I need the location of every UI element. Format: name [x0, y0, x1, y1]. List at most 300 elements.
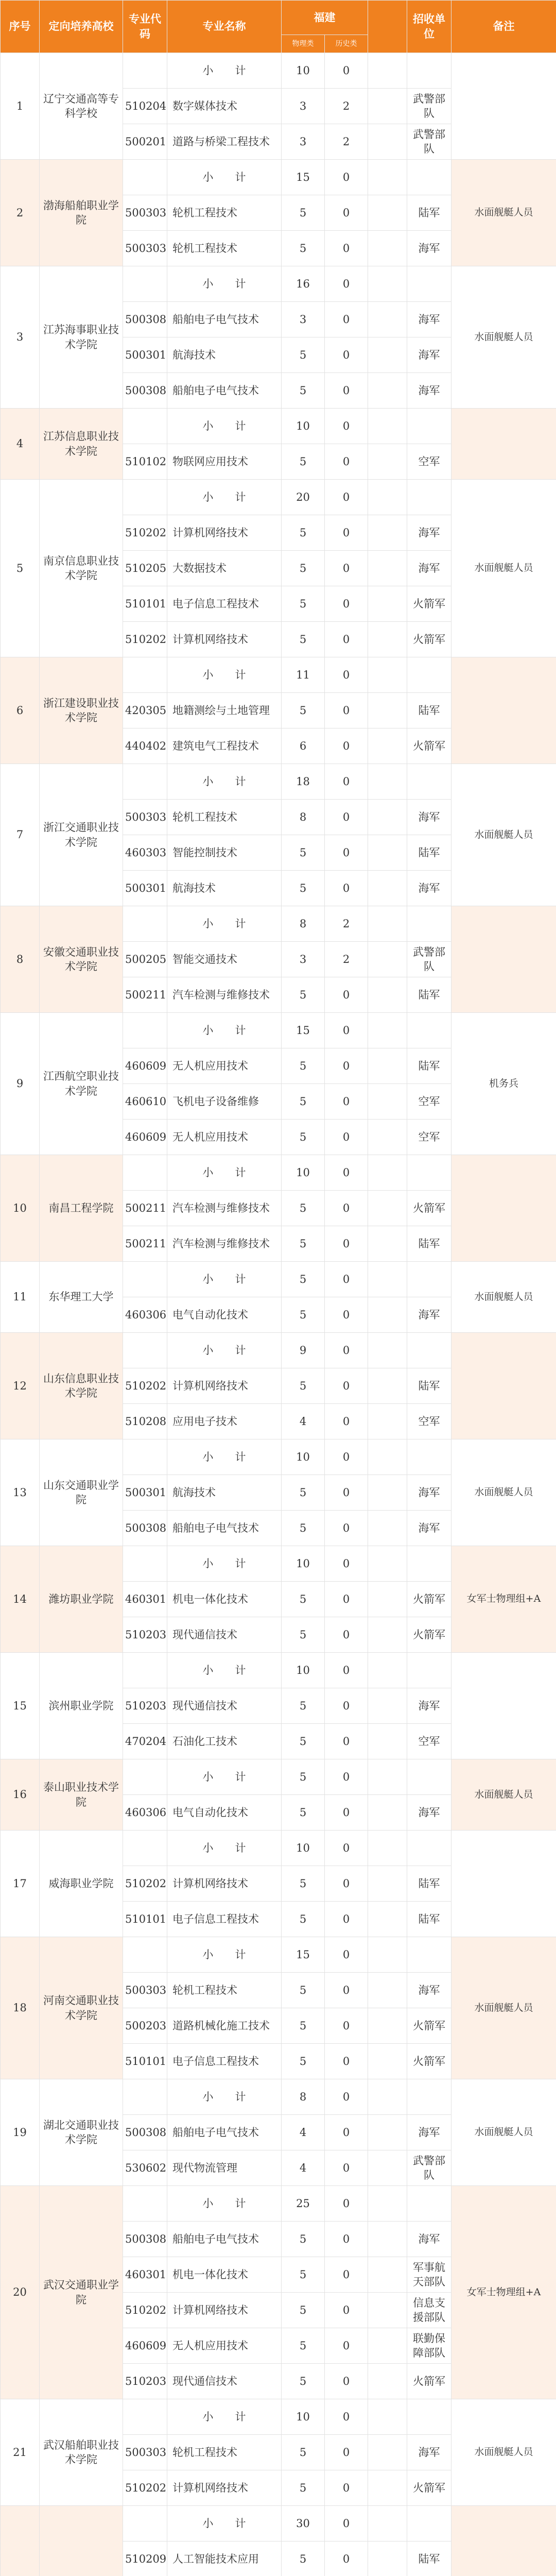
school-group-row	[1, 906, 556, 942]
subtotal-label-cell: 小 计	[167, 1262, 282, 1297]
school-group-row	[1, 764, 556, 800]
spacer-cell	[368, 2115, 407, 2150]
school-group-row	[1, 1155, 556, 1191]
unit-cell: 空军	[407, 1404, 451, 1439]
spacer-cell	[368, 1582, 407, 1617]
major-name-cell: 汽车检测与维修技术	[167, 1191, 282, 1226]
unit-cell: 海军	[407, 302, 451, 337]
subtotal-label-cell: 小 计	[167, 2186, 282, 2222]
spacer-cell	[368, 800, 407, 835]
subtotal-spacer-cell	[368, 1653, 407, 1688]
spacer-cell	[368, 871, 407, 906]
subtotal-unit-cell	[407, 1759, 451, 1795]
spacer-cell	[368, 1084, 407, 1120]
major-code-cell: 500301	[123, 871, 167, 906]
major-code-cell: 510203	[123, 1688, 167, 1724]
physics-count-cell: 5	[282, 2044, 325, 2079]
unit-cell: 陆军	[407, 2541, 451, 2576]
major-code-cell: 510203	[123, 2364, 167, 2399]
unit-cell: 海军	[407, 1973, 451, 2008]
note-cell	[451, 1831, 556, 1937]
seq-cell: 8	[1, 906, 40, 1013]
major-name-cell: 电子信息工程技术	[167, 2044, 282, 2079]
history-count-cell: 0	[325, 2150, 368, 2186]
spacer-cell	[368, 1048, 407, 1084]
note-cell	[451, 1333, 556, 1439]
physics-count-cell: 4	[282, 2115, 325, 2150]
unit-cell: 信息支援部队	[407, 2293, 451, 2328]
physics-count-cell: 5	[282, 2328, 325, 2364]
subtotal-spacer-cell	[368, 2399, 407, 2435]
school-group-row	[1, 1653, 556, 1688]
history-count-cell: 0	[325, 2328, 368, 2364]
subtotal-physics-cell: 8	[282, 906, 325, 942]
physics-count-cell: 5	[282, 195, 325, 231]
subtotal-label-cell: 小 计	[167, 1333, 282, 1368]
subtotal-label-cell: 小 计	[167, 1831, 282, 1866]
subtotal-physics-cell: 25	[282, 2186, 325, 2222]
major-name-cell: 汽车检测与维修技术	[167, 1226, 282, 1262]
major-name-cell: 建筑电气工程技术	[167, 728, 282, 764]
subtotal-spacer-cell	[368, 2186, 407, 2222]
subtotal-code-cell	[123, 160, 167, 195]
subtotal-physics-cell: 10	[282, 53, 325, 89]
note-cell: 水面舰艇人员	[451, 266, 556, 409]
spacer-cell	[368, 1368, 407, 1404]
subtotal-unit-cell	[407, 1831, 451, 1866]
history-count-cell: 0	[325, 2470, 368, 2506]
major-code-cell: 500308	[123, 302, 167, 337]
seq-cell: 4	[1, 409, 40, 480]
spacer-cell	[368, 586, 407, 622]
spacer-cell	[368, 1404, 407, 1439]
subtotal-spacer-cell	[368, 1546, 407, 1582]
subtotal-code-cell	[123, 266, 167, 302]
subtotal-code-cell	[123, 2079, 167, 2115]
major-name-cell: 人工智能技术应用	[167, 2541, 282, 2576]
header-note: 备注	[451, 1, 556, 53]
note-cell	[451, 2506, 556, 2576]
school-name-cell: 东华理工大学	[40, 1262, 123, 1333]
school-group-row	[1, 2399, 556, 2435]
school-group-row	[1, 409, 556, 444]
spacer-cell	[368, 1688, 407, 1724]
spacer-cell	[368, 515, 407, 551]
seq-cell: 13	[1, 1439, 40, 1546]
physics-count-cell: 5	[282, 1617, 325, 1653]
subtotal-unit-cell	[407, 1333, 451, 1368]
unit-cell: 空军	[407, 1120, 451, 1155]
major-code-cell: 510101	[123, 2044, 167, 2079]
major-code-cell: 500205	[123, 942, 167, 977]
subtotal-history-cell: 0	[325, 1546, 368, 1582]
major-code-cell: 500303	[123, 195, 167, 231]
subtotal-physics-cell: 10	[282, 1546, 325, 1582]
school-name-cell: 南昌工程学院	[40, 1155, 123, 1262]
history-count-cell: 0	[325, 1582, 368, 1617]
history-count-cell: 0	[325, 2541, 368, 2576]
seq-cell	[1, 2506, 40, 2576]
unit-cell: 火箭军	[407, 1191, 451, 1226]
subtotal-code-cell	[123, 2399, 167, 2435]
history-count-cell: 0	[325, 302, 368, 337]
history-count-cell: 2	[325, 942, 368, 977]
subtotal-unit-cell	[407, 2399, 451, 2435]
major-code-cell: 510102	[123, 444, 167, 480]
physics-count-cell: 5	[282, 2435, 325, 2470]
history-count-cell: 0	[325, 1226, 368, 1262]
subtotal-history-cell: 0	[325, 1333, 368, 1368]
spacer-cell	[368, 231, 407, 266]
history-count-cell: 0	[325, 1475, 368, 1511]
history-count-cell: 0	[325, 2293, 368, 2328]
spacer-cell	[368, 728, 407, 764]
school-group-row	[1, 480, 556, 515]
spacer-cell	[368, 2150, 407, 2186]
history-count-cell: 0	[325, 2115, 368, 2150]
subtotal-physics-cell: 30	[282, 2506, 325, 2541]
major-name-cell: 轮机工程技术	[167, 1973, 282, 2008]
physics-count-cell: 8	[282, 800, 325, 835]
spacer-cell	[368, 124, 407, 160]
subtotal-code-cell	[123, 409, 167, 444]
physics-count-cell: 3	[282, 942, 325, 977]
major-name-cell: 飞机电子设备维修	[167, 1084, 282, 1120]
subtotal-label-cell: 小 计	[167, 1546, 282, 1582]
seq-cell: 20	[1, 2186, 40, 2399]
unit-cell: 军事航天部队	[407, 2257, 451, 2293]
subtotal-label-cell: 小 计	[167, 1013, 282, 1048]
major-code-cell: 500203	[123, 2008, 167, 2044]
physics-count-cell: 5	[282, 1973, 325, 2008]
subtotal-code-cell	[123, 2186, 167, 2222]
history-count-cell: 0	[325, 1120, 368, 1155]
physics-count-cell: 5	[282, 622, 325, 657]
history-count-cell: 0	[325, 800, 368, 835]
subtotal-spacer-cell	[368, 160, 407, 195]
unit-cell: 海军	[407, 2115, 451, 2150]
school-group-row	[1, 1333, 556, 1368]
physics-count-cell: 5	[282, 1084, 325, 1120]
major-name-cell: 现代通信技术	[167, 2364, 282, 2399]
history-count-cell: 0	[325, 835, 368, 871]
subtotal-label-cell: 小 计	[167, 657, 282, 693]
unit-cell: 海军	[407, 1795, 451, 1831]
subtotal-code-cell	[123, 1546, 167, 1582]
physics-count-cell: 5	[282, 871, 325, 906]
subtotal-physics-cell: 10	[282, 409, 325, 444]
history-count-cell: 2	[325, 124, 368, 160]
major-name-cell: 船舶电子电气技术	[167, 1511, 282, 1546]
note-cell	[451, 657, 556, 764]
subtotal-physics-cell: 5	[282, 1262, 325, 1297]
physics-count-cell: 5	[282, 2222, 325, 2257]
subtotal-history-cell: 0	[325, 657, 368, 693]
unit-cell: 陆军	[407, 195, 451, 231]
subtotal-physics-cell: 11	[282, 657, 325, 693]
subtotal-label-cell: 小 计	[167, 480, 282, 515]
header-unit: 招收单位	[407, 1, 451, 53]
subtotal-code-cell	[123, 1937, 167, 1973]
subtotal-history-cell: 0	[325, 2186, 368, 2222]
subtotal-history-cell: 0	[325, 1439, 368, 1475]
major-name-cell: 无人机应用技术	[167, 1120, 282, 1155]
major-name-cell: 船舶电子电气技术	[167, 302, 282, 337]
physics-count-cell: 5	[282, 1048, 325, 1084]
school-name-cell	[40, 2506, 123, 2576]
header-spacer	[368, 1, 407, 53]
header-history: 历史类	[325, 35, 368, 53]
school-group-row	[1, 160, 556, 195]
header-code: 专业代码	[123, 1, 167, 53]
physics-count-cell: 5	[282, 373, 325, 409]
note-cell: 水面舰艇人员	[451, 1262, 556, 1333]
spacer-cell	[368, 195, 407, 231]
unit-cell: 海军	[407, 800, 451, 835]
subtotal-physics-cell: 8	[282, 2079, 325, 2115]
spacer-cell	[368, 89, 407, 124]
subtotal-unit-cell	[407, 1013, 451, 1048]
unit-cell: 海军	[407, 231, 451, 266]
major-code-cell: 500211	[123, 1226, 167, 1262]
unit-cell: 海军	[407, 2222, 451, 2257]
major-name-cell: 智能交通技术	[167, 942, 282, 977]
subtotal-spacer-cell	[368, 1013, 407, 1048]
major-name-cell: 船舶电子电气技术	[167, 2115, 282, 2150]
major-code-cell: 500211	[123, 1191, 167, 1226]
school-group-row	[1, 1759, 556, 1795]
subtotal-unit-cell	[407, 409, 451, 444]
subtotal-label-cell: 小 计	[167, 2506, 282, 2541]
school-name-cell: 辽宁交通高等专科学校	[40, 53, 123, 160]
major-name-cell: 大数据技术	[167, 551, 282, 586]
physics-count-cell: 5	[282, 1191, 325, 1226]
spacer-cell	[368, 1902, 407, 1937]
history-count-cell: 0	[325, 1084, 368, 1120]
seq-cell: 10	[1, 1155, 40, 1262]
subtotal-history-cell: 0	[325, 160, 368, 195]
major-code-cell: 460306	[123, 1297, 167, 1333]
subtotal-unit-cell	[407, 53, 451, 89]
unit-cell: 海军	[407, 337, 451, 373]
school-group-row	[1, 1831, 556, 1866]
subtotal-label-cell: 小 计	[167, 53, 282, 89]
unit-cell: 陆军	[407, 1902, 451, 1937]
history-count-cell: 0	[325, 1404, 368, 1439]
physics-count-cell: 5	[282, 1368, 325, 1404]
physics-count-cell: 5	[282, 444, 325, 480]
subtotal-history-cell: 0	[325, 1831, 368, 1866]
unit-cell: 空军	[407, 1724, 451, 1759]
seq-cell: 14	[1, 1546, 40, 1653]
seq-cell: 12	[1, 1333, 40, 1439]
subtotal-spacer-cell	[368, 2506, 407, 2541]
subtotal-unit-cell	[407, 160, 451, 195]
physics-count-cell: 5	[282, 1582, 325, 1617]
subtotal-spacer-cell	[368, 1831, 407, 1866]
school-name-cell: 山东交通职业学院	[40, 1439, 123, 1546]
major-code-cell: 460306	[123, 1795, 167, 1831]
major-name-cell: 机电一体化技术	[167, 2257, 282, 2293]
history-count-cell: 0	[325, 1511, 368, 1546]
note-cell: 女军士物理组+A	[451, 2186, 556, 2399]
subtotal-history-cell: 0	[325, 1653, 368, 1688]
subtotal-code-cell	[123, 1333, 167, 1368]
note-cell: 水面舰艇人员	[451, 1937, 556, 2079]
unit-cell: 陆军	[407, 1048, 451, 1084]
major-name-cell: 机电一体化技术	[167, 1582, 282, 1617]
major-name-cell: 计算机网络技术	[167, 1866, 282, 1902]
unit-cell: 火箭军	[407, 2364, 451, 2399]
subtotal-label-cell: 小 计	[167, 2399, 282, 2435]
subtotal-code-cell	[123, 480, 167, 515]
history-count-cell: 0	[325, 1191, 368, 1226]
physics-count-cell: 5	[282, 1724, 325, 1759]
subtotal-label-cell: 小 计	[167, 1759, 282, 1795]
subtotal-code-cell	[123, 1439, 167, 1475]
school-group-row	[1, 2506, 556, 2541]
school-group-row	[1, 1937, 556, 1973]
unit-cell: 火箭军	[407, 2470, 451, 2506]
major-code-cell: 510203	[123, 1617, 167, 1653]
spacer-cell	[368, 693, 407, 728]
major-code-cell: 500211	[123, 977, 167, 1013]
major-code-cell: 500308	[123, 2222, 167, 2257]
table-body	[1, 53, 556, 2576]
spacer-cell	[368, 2293, 407, 2328]
subtotal-unit-cell	[407, 480, 451, 515]
major-name-cell: 轮机工程技术	[167, 2435, 282, 2470]
school-group-row	[1, 1439, 556, 1475]
header-physics: 物理类	[282, 35, 325, 53]
spacer-cell	[368, 551, 407, 586]
spacer-cell	[368, 2044, 407, 2079]
subtotal-label-cell: 小 计	[167, 266, 282, 302]
unit-cell: 武警部队	[407, 2150, 451, 2186]
spacer-cell	[368, 2435, 407, 2470]
major-code-cell: 530602	[123, 2150, 167, 2186]
physics-count-cell: 3	[282, 89, 325, 124]
major-code-cell: 420305	[123, 693, 167, 728]
major-code-cell: 510101	[123, 1902, 167, 1937]
unit-cell: 火箭军	[407, 728, 451, 764]
major-code-cell: 460301	[123, 2257, 167, 2293]
note-cell: 水面舰艇人员	[451, 1759, 556, 1831]
history-count-cell: 0	[325, 977, 368, 1013]
subtotal-label-cell: 小 计	[167, 764, 282, 800]
subtotal-physics-cell: 10	[282, 1653, 325, 1688]
major-name-cell: 航海技术	[167, 337, 282, 373]
major-name-cell: 电子信息工程技术	[167, 1902, 282, 1937]
table-header	[1, 1, 556, 53]
seq-cell: 6	[1, 657, 40, 764]
spacer-cell	[368, 835, 407, 871]
note-cell	[451, 409, 556, 480]
school-name-cell: 武汉交通职业学院	[40, 2186, 123, 2399]
physics-count-cell: 5	[282, 1475, 325, 1511]
spacer-cell	[368, 1511, 407, 1546]
major-name-cell: 航海技术	[167, 871, 282, 906]
spacer-cell	[368, 1866, 407, 1902]
spacer-cell	[368, 444, 407, 480]
physics-count-cell: 4	[282, 2150, 325, 2186]
history-count-cell: 0	[325, 1866, 368, 1902]
unit-cell: 海军	[407, 1297, 451, 1333]
subtotal-unit-cell	[407, 1439, 451, 1475]
unit-cell: 陆军	[407, 1226, 451, 1262]
spacer-cell	[368, 2328, 407, 2364]
school-name-cell: 威海职业学院	[40, 1831, 123, 1937]
physics-count-cell: 6	[282, 728, 325, 764]
subtotal-code-cell	[123, 1013, 167, 1048]
major-name-cell: 道路与桥梁工程技术	[167, 124, 282, 160]
unit-cell: 空军	[407, 1084, 451, 1120]
history-count-cell: 0	[325, 1795, 368, 1831]
history-count-cell: 0	[325, 551, 368, 586]
major-code-cell: 500308	[123, 373, 167, 409]
spacer-cell	[368, 1226, 407, 1262]
major-name-cell: 无人机应用技术	[167, 1048, 282, 1084]
history-count-cell: 0	[325, 2044, 368, 2079]
subtotal-spacer-cell	[368, 409, 407, 444]
subtotal-spacer-cell	[368, 1759, 407, 1795]
subtotal-history-cell: 0	[325, 1937, 368, 1973]
school-group-row	[1, 1262, 556, 1297]
major-code-cell: 470204	[123, 1724, 167, 1759]
major-code-cell: 510101	[123, 586, 167, 622]
spacer-cell	[368, 2222, 407, 2257]
subtotal-unit-cell	[407, 1155, 451, 1191]
note-cell: 水面舰艇人员	[451, 160, 556, 266]
unit-cell: 陆军	[407, 835, 451, 871]
subtotal-spacer-cell	[368, 2079, 407, 2115]
major-name-cell: 汽车检测与维修技术	[167, 977, 282, 1013]
history-count-cell: 0	[325, 1617, 368, 1653]
major-code-cell: 510202	[123, 622, 167, 657]
major-name-cell: 现代物流管理	[167, 2150, 282, 2186]
subtotal-unit-cell	[407, 2506, 451, 2541]
subtotal-history-cell: 0	[325, 1155, 368, 1191]
physics-count-cell: 5	[282, 2293, 325, 2328]
school-name-cell: 滨州职业学院	[40, 1653, 123, 1759]
major-name-cell: 计算机网络技术	[167, 2293, 282, 2328]
physics-count-cell: 4	[282, 1404, 325, 1439]
major-name-cell: 应用电子技术	[167, 1404, 282, 1439]
physics-count-cell: 5	[282, 231, 325, 266]
spacer-cell	[368, 1475, 407, 1511]
school-name-cell: 湖北交通职业技术学院	[40, 2079, 123, 2186]
major-name-cell: 电气自动化技术	[167, 1795, 282, 1831]
subtotal-spacer-cell	[368, 1262, 407, 1297]
subtotal-unit-cell	[407, 906, 451, 942]
physics-count-cell: 5	[282, 2541, 325, 2576]
spacer-cell	[368, 337, 407, 373]
school-name-cell: 武汉船舶职业技术学院	[40, 2399, 123, 2506]
school-name-cell: 江苏海事职业技术学院	[40, 266, 123, 409]
major-code-cell: 510208	[123, 1404, 167, 1439]
history-count-cell: 0	[325, 337, 368, 373]
unit-cell: 武警部队	[407, 124, 451, 160]
major-code-cell: 500201	[123, 124, 167, 160]
unit-cell: 火箭军	[407, 1582, 451, 1617]
major-code-cell: 500308	[123, 2115, 167, 2150]
major-name-cell: 地籍测绘与土地管理	[167, 693, 282, 728]
spacer-cell	[368, 1724, 407, 1759]
note-cell	[451, 53, 556, 160]
history-count-cell: 0	[325, 2364, 368, 2399]
major-name-cell: 现代通信技术	[167, 1617, 282, 1653]
note-cell: 机务兵	[451, 1013, 556, 1155]
